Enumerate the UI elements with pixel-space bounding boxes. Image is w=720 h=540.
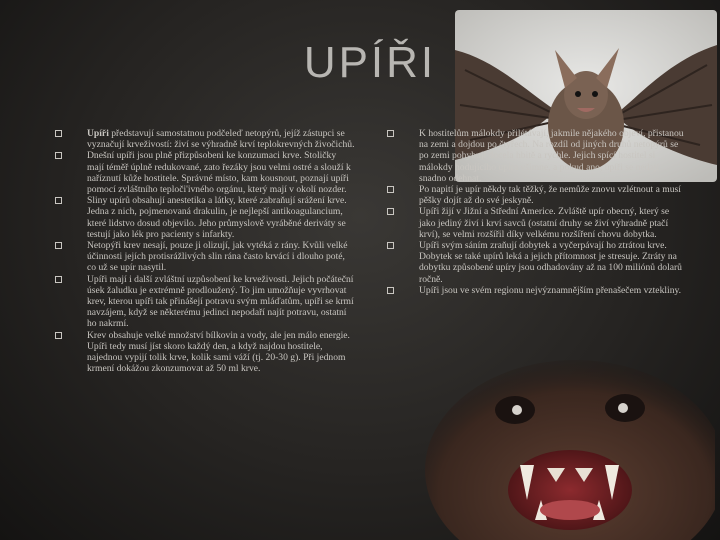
right-item-text: Upíři svým sáním zraňují dobytek a vyčerpávají ho ztrátou krve. Dobytek se také upírů leká a jejich přítomnost je stresuje. Ztráty na dobytku způsobené upíry jsou odhadovány až na 100 miliónů dolarů ročně. bbox=[419, 240, 682, 285]
left-item-text: Upíři mají i další zvláštní uzpůsobení ke krveživosti. Jejich počáteční úsek žaludku je extrémně prodloužený. To jim umožňuje vyvrhovat krev, kterou upíři tak přinášejí potravu svým mláďatům, upíři se krmí navzájem, když se některému jedinci nepodaří najít potravu, ostatní ho nakrmí. bbox=[87, 273, 354, 330]
left-item-1 bbox=[55, 128, 355, 150]
left-item-4 bbox=[55, 240, 355, 274]
right-item-2 bbox=[387, 184, 687, 206]
bat-photo-bottom bbox=[425, 360, 715, 540]
left-item-text: Sliny upírů obsahují anestetika a látky, které zabraňují srážení krve. Jedna z nich, pojmenovaná drakulin, je nejlepší antikoagulancium, které lidstvo dosud objevilo. Jeho průmyslově vyráběné deriváty se testují jako lék pro pacienty s infarkty. bbox=[87, 195, 347, 240]
left-column bbox=[55, 128, 355, 374]
hollow-square-bullet-icon bbox=[387, 208, 394, 215]
hollow-square-bullet-icon bbox=[55, 130, 62, 137]
hollow-square-bullet-icon bbox=[55, 152, 62, 159]
left-item-text: Krev obsahuje velké množství bílkovin a vody, ale jen málo energie. Upíři tedy musí jíst skoro každý den, a když najdou hostitele, najednou vypijí tolik krve, kolik sami váží (tj. 20-30 g). Při jednom krmení dokážou zkonzumovat až 50 ml krve. bbox=[87, 329, 350, 375]
right-item-4 bbox=[387, 240, 687, 285]
left-item-text: Netopýři krev nesají, pouze ji olizují, jak vytéká z rány. Kvůli velké účinnosti jejích protisrážlivých slin rána často krvácí i dlouho poté, co už se upír nasytil. bbox=[87, 240, 348, 274]
right-item-text: Upíři jsou ve svém regionu nejvýznamnějším přenašečem vztekliny. bbox=[419, 284, 682, 296]
left-item-6 bbox=[55, 330, 355, 375]
hollow-square-bullet-icon bbox=[387, 130, 394, 137]
hollow-square-bullet-icon bbox=[55, 197, 62, 204]
slide-title: UPÍŘI bbox=[303, 38, 437, 87]
left-item-5 bbox=[55, 274, 355, 330]
left-item-3 bbox=[55, 195, 355, 240]
right-item-1 bbox=[387, 128, 687, 184]
right-item-text: Upíři žijí v Jižní a Střední Americe. Zvláště upír obecný, který se jako jediný živí i krví savců (ostatní druhy se živí výhradně ptačí krví), se velmi rozšířil díky velkému rozšíření chovu dobytka. bbox=[419, 206, 670, 240]
left-item-text: představují samostatnou podčeleď netopýrů, jejíž zástupci se vyznačují krveživostí: živí se výhradně krví teplokrevných živočichů. bbox=[87, 128, 355, 151]
hollow-square-bullet-icon bbox=[387, 186, 394, 193]
left-item-2 bbox=[55, 150, 355, 195]
right-item-text: K hostitelům málokdy přilétávají, jakmile nějakého objeví, přistanou na zemi a dojdou po čtyřech. Na rozdíl od jiných druhů netopýrů se po zemi pohybují docela hbitě a rychle. Jejich spící hostitel si málokdy hodujícího upíra všimne, a pokud ano, upíři se nedají snadno odehnat. bbox=[419, 128, 684, 184]
hollow-square-bullet-icon bbox=[55, 332, 62, 339]
hollow-square-bullet-icon bbox=[387, 242, 394, 249]
hollow-square-bullet-icon bbox=[387, 287, 394, 294]
right-item-text: Po napití je upír někdy tak těžký, že nemůže znovu vzlétnout a musí pěšky dojít až do své jeskyně. bbox=[419, 184, 681, 207]
left-item-text: Dnešní upíři jsou plně přizpůsobeni ke konzumaci krve. Stoličky mají téměř úplně redukované, zato řezáky jsou velmi ostré a slouží k naříznutí kůže hostitele. Správné místo, kam kousnout, poznají upíři pomocí zvláštního teploči'ivného orgánu, který mají v okolí nozder. bbox=[87, 150, 351, 196]
right-item-5 bbox=[387, 285, 687, 296]
hollow-square-bullet-icon bbox=[55, 242, 62, 249]
hollow-square-bullet-icon bbox=[55, 276, 62, 283]
term-bold: Upíři bbox=[87, 128, 109, 139]
right-item-3 bbox=[387, 206, 687, 240]
right-column bbox=[387, 128, 687, 296]
